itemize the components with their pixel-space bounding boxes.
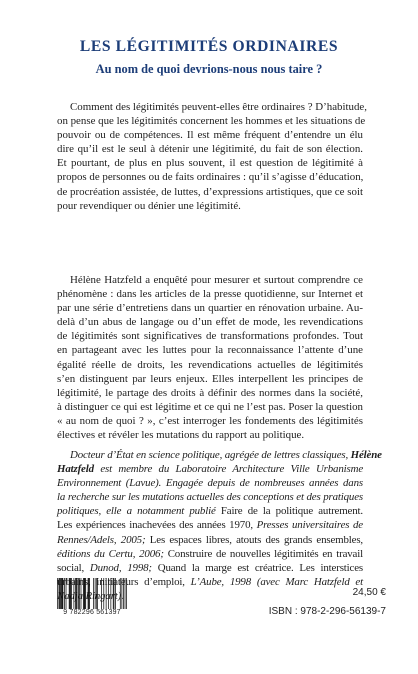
barcode-bar: [70, 578, 71, 609]
publisher: Dunod, 1998;: [89, 561, 158, 574]
barcode-bar: [69, 578, 70, 609]
text-line: légitimité, le partage des droits à définir des normes dans la société,: [57, 386, 363, 399]
text-line: pour revendiquer ou dénier une légitimité.: [57, 199, 241, 212]
barcode-bar: [103, 578, 104, 609]
book-reference: Quand la marge est créatrice. Les interstices: [157, 561, 363, 574]
barcode-bar: [101, 578, 102, 609]
text-line: [57, 518, 363, 532]
text-line: en partageant avec les luttes pour la reconnaissance l’attente d’une: [57, 344, 363, 357]
text-line: [57, 490, 363, 504]
barcode-bar: [59, 578, 60, 609]
text-line: Et pourtant, de plus en plus souvent, il est question de légitimité à: [57, 157, 363, 170]
barcode-bar: [66, 578, 67, 609]
text-line: égalité réelle de droits, les revendications actuelles de légitimités: [57, 358, 363, 371]
text-line: de légitimités sont significatives de transformations profondes. Tout: [57, 330, 363, 343]
isbn-label: ISBN : 978-2-296-56139-7: [268, 606, 386, 617]
text-line: [57, 462, 363, 476]
text-line: [57, 547, 363, 561]
text-line: par une série d’entretiens dans un quartier en rénovation urbaine. Au-: [57, 302, 363, 315]
book-reference: Les expériences inachevées des années 1970,: [57, 519, 257, 532]
text-line: dire qu’il est le seul à détenir une légitimité, du fait de son élection.: [57, 143, 363, 156]
barcode-bar: [62, 578, 63, 609]
text-line: on pense que les légitimités concernent les hommes et les situations de: [57, 115, 366, 128]
barcode-bar: [120, 578, 121, 609]
barcode-bar: [60, 578, 61, 609]
bio-text: politiques, elle a notamment publié: [57, 505, 221, 518]
publisher: Presses universitaires de: [256, 519, 363, 532]
barcode-bar: [64, 578, 65, 609]
barcode-bar: [61, 578, 62, 609]
barcode-bar: [113, 578, 114, 609]
summary-paragraph: [57, 273, 363, 442]
bio-text: Environnement (Lavue). Engagée depuis de nombreuses années dans: [57, 477, 363, 490]
barcode-bar: [74, 578, 75, 609]
text-line: électives et révéler les mutations du rapport au politique.: [57, 429, 305, 442]
barcode-bar: [57, 578, 58, 609]
author-first-name: Hélène: [350, 449, 382, 461]
text-line: « au nom de quoi ? », c’est interroger les fondements des légitimités: [57, 414, 363, 427]
author-surname: Hatzfeld: [57, 463, 94, 476]
barcode-bar: [123, 578, 124, 609]
text-line: [57, 561, 363, 575]
barcode-bar: [88, 578, 89, 609]
book-reference: Construire de nouvelles légitimités en travail: [167, 547, 363, 560]
barcode-bar: [108, 578, 109, 609]
barcode-digits: 9 782296 561397: [63, 609, 121, 616]
barcode-bar: [125, 578, 126, 609]
text-line: [57, 533, 363, 547]
book-subtitle: Au nom de quoi devrions-nous nous taire ?: [95, 62, 323, 76]
barcode-bar: [71, 578, 72, 609]
text-line: [57, 448, 382, 462]
bio-text: Nadja Ringart).: [57, 589, 124, 602]
barcode-bar: [88, 578, 89, 609]
barcode-bar: [114, 578, 115, 609]
intro-paragraph: [57, 100, 367, 213]
barcode-bar: [59, 578, 60, 609]
text-line: de procréation assistée, de luttes, d’expressions artistiques, que ce soit: [57, 185, 363, 198]
barcode-bar: [78, 578, 79, 609]
barcode-bar: [115, 578, 116, 609]
barcode-bar: [93, 578, 94, 609]
text-line: phénomène : dans les articles de la presse quotidienne, sur Internet et: [57, 288, 363, 301]
barcode-bar: [85, 578, 86, 609]
publisher: L’Aube, 1998 (avec Marc Hatzfeld et: [190, 575, 363, 588]
book-reference: Les espaces libres, atouts des grands ensembles,: [149, 533, 363, 546]
barcode-bar: [83, 578, 84, 609]
barcode-bar: [89, 578, 90, 609]
book-reference: urbains, initiateurs d’emploi,: [57, 575, 191, 588]
book-reference: Faire de la politique autrement.: [220, 505, 363, 518]
book-reference: social,: [57, 561, 90, 574]
barcode-bar: [79, 578, 80, 609]
barcode-bars: [57, 578, 127, 609]
barcode-bar: [96, 578, 97, 609]
barcode-bar: [121, 578, 122, 609]
price-label: 24,50 €: [352, 587, 386, 598]
bio-text: Docteur d’État en science politique, agrégée de lettres classiques,: [70, 449, 351, 461]
barcode-bar: [84, 578, 85, 609]
publisher: éditions du Certu, 2006;: [57, 547, 168, 560]
text-line: propos de personnes ou de faits ordinaires : qu’il s’agisse d’éducation,: [57, 171, 364, 184]
barcode-bar: [75, 578, 76, 609]
text-line: à distinguer ce qui est légitime et ce qui ne l’est pas. Poser la question: [57, 400, 363, 413]
barcode-bar: [110, 578, 111, 609]
barcode-bar: [76, 578, 77, 609]
barcode-bar: [77, 578, 78, 609]
barcode-bar: [70, 578, 71, 609]
text-line: [57, 476, 363, 490]
barcode-bar: [106, 578, 107, 609]
text-line: s’en distinguent par leurs enjeux. Elles interpellent les principes de: [57, 372, 363, 385]
text-line: [57, 504, 363, 518]
bio-text: la recherche sur les mutations actuelles des conceptions et des pratiques: [57, 491, 363, 504]
publisher: Rennes/Adels, 2005;: [57, 533, 150, 546]
barcode-bar: [85, 578, 86, 609]
barcode-bar: [63, 578, 64, 609]
barcode: [57, 578, 127, 620]
book-title: LES LÉGITIMITÉS ORDINAIRES: [79, 38, 339, 55]
barcode-bar: [97, 578, 98, 609]
barcode-bar: [81, 578, 82, 609]
bio-text: est membre du Laboratoire Architecture Ville Urbanisme: [93, 463, 363, 476]
text-line: Comment des légitimités peuvent-elles être ordinaires ? D’habitude,: [70, 101, 367, 113]
barcode-bar: [95, 578, 96, 609]
text-line: Hélène Hatzfeld a enquêté pour mesurer et surtout comprendre ce: [70, 274, 363, 286]
barcode-bar: [126, 578, 127, 609]
text-line: delà d’un abus de langage ou d’un effet de mode, les revendications: [57, 316, 363, 329]
text-line: pouvoir ou de compétences. Il est même fréquent d’entendre un élu: [57, 129, 363, 142]
